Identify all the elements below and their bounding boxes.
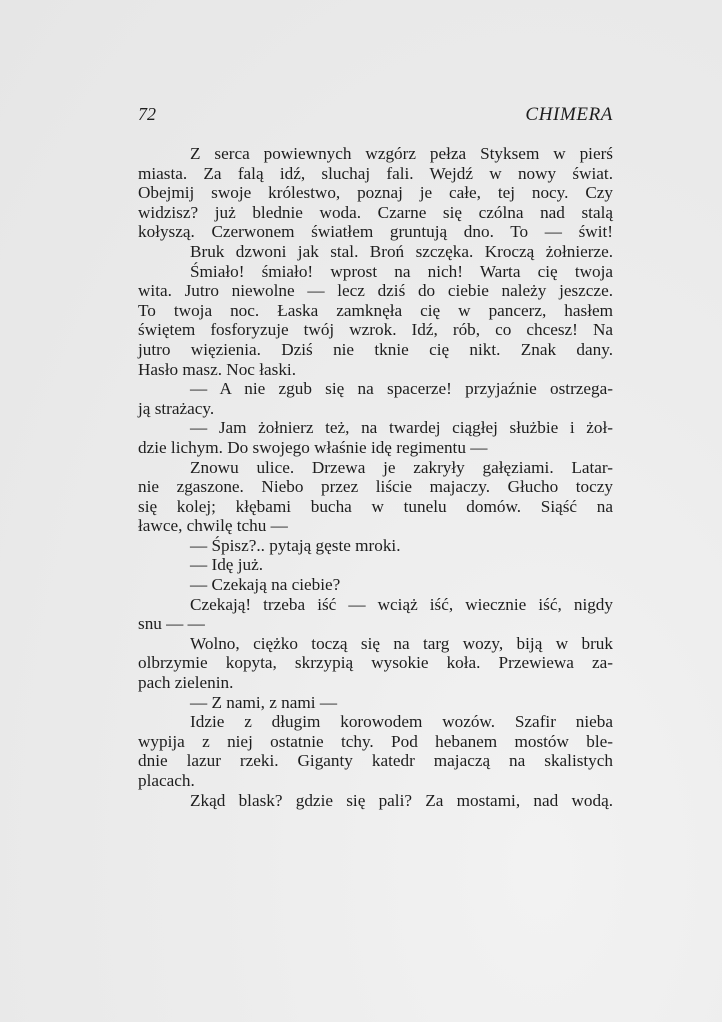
text-line: snu — — (138, 614, 205, 634)
text-line: — Śpisz?.. pytają gęste mroki. (190, 535, 401, 555)
text-line: miasta. Za falą idź, sluchaj fali. Wejdź w nowy świat. (138, 163, 613, 183)
text-line: — A nie zgub się na spacerze! przyjaźnie ostrzega- (190, 379, 613, 399)
text-line: Idzie z długim korowodem wozów. Szafir nieba (190, 712, 613, 732)
page-number: 72 (138, 104, 156, 124)
page-header (138, 104, 613, 132)
text-line: świętem fosforyzuje twój wzrok. Idź, rób, co chcesz! Na (138, 320, 613, 340)
text-line: dnie lazur rzeki. Giganty katedr majaczą na skalistych (138, 751, 613, 771)
text-line: To twoja noc. Łaska zamknęła cię w pancerz, hasłem (138, 300, 613, 320)
body-text (138, 144, 613, 810)
text-line: pach zielenin. (138, 673, 234, 693)
text-line: Wolno, ciężko toczą się na targ wozy, biją w bruk (190, 633, 613, 653)
text-line: wita. Jutro niewolne — lecz dziś do ciebie należy jeszcze. (138, 281, 613, 301)
text-line: — Idę już. (190, 555, 264, 575)
text-line: Znowu ulice. Drzewa je zakryły gałęziami. Latar- (190, 457, 613, 477)
text-line: olbrzymie kopyta, skrzypią wysokie koła. Przewiewa za- (138, 653, 613, 673)
text-line: placach. (138, 771, 195, 790)
text-line: kołyszą. Czerwonem światłem gruntują dno. To — świt! (138, 222, 613, 242)
text-line: — Czekają na ciebie? (190, 575, 341, 595)
text-line: nie zgaszone. Niebo przez liście majaczy. Głucho toczy (138, 477, 613, 497)
text-line: Z serca powiewnych wzgórz pełza Styksem w pierś (190, 144, 613, 163)
text-line: wypija z niej ostatnie tchy. Pod hebanem mostów ble- (138, 731, 613, 751)
text-line: Czekają! trzeba iść — wciąż iść, wiecznie iść, nigdy (190, 594, 613, 614)
text-line: Śmiało! śmiało! wprost na nich! Warta cię twoja (190, 261, 613, 281)
text-line: — Z nami, z nami — (190, 692, 338, 712)
text-line: jutro więzienia. Dziś nie tknie cię nikt. Znak dany. (138, 339, 613, 359)
text-line: widzisz? już blednie woda. Czarne się czólna nad stalą (138, 202, 613, 222)
text-line: Obejmij swoje królestwo, poznaj je całe, tej nocy. Czy (138, 183, 613, 203)
text-line: Hasło masz. Noc łaski. (138, 359, 296, 379)
running-head: CHIMERA (525, 104, 613, 125)
text-line: ławce, chwilę tchu — (138, 516, 288, 536)
book-page (138, 104, 613, 810)
text-line: — Jam żołnierz też, na twardej ciągłej służbie i żoł- (190, 418, 613, 438)
text-line: Bruk dzwoni jak stal. Broń szczęka. Kroczą żołnierze. (190, 241, 613, 261)
text-line: dzie lichym. Do swojego właśnie idę regimentu — (138, 437, 488, 457)
text-line: się kolej; kłębami bucha w tunelu domów. Siąść na (138, 496, 613, 516)
text-line: ją strażacy. (138, 398, 215, 418)
text-line: Zkąd blask? gdzie się pali? Za mostami, nad wodą. (190, 790, 613, 810)
